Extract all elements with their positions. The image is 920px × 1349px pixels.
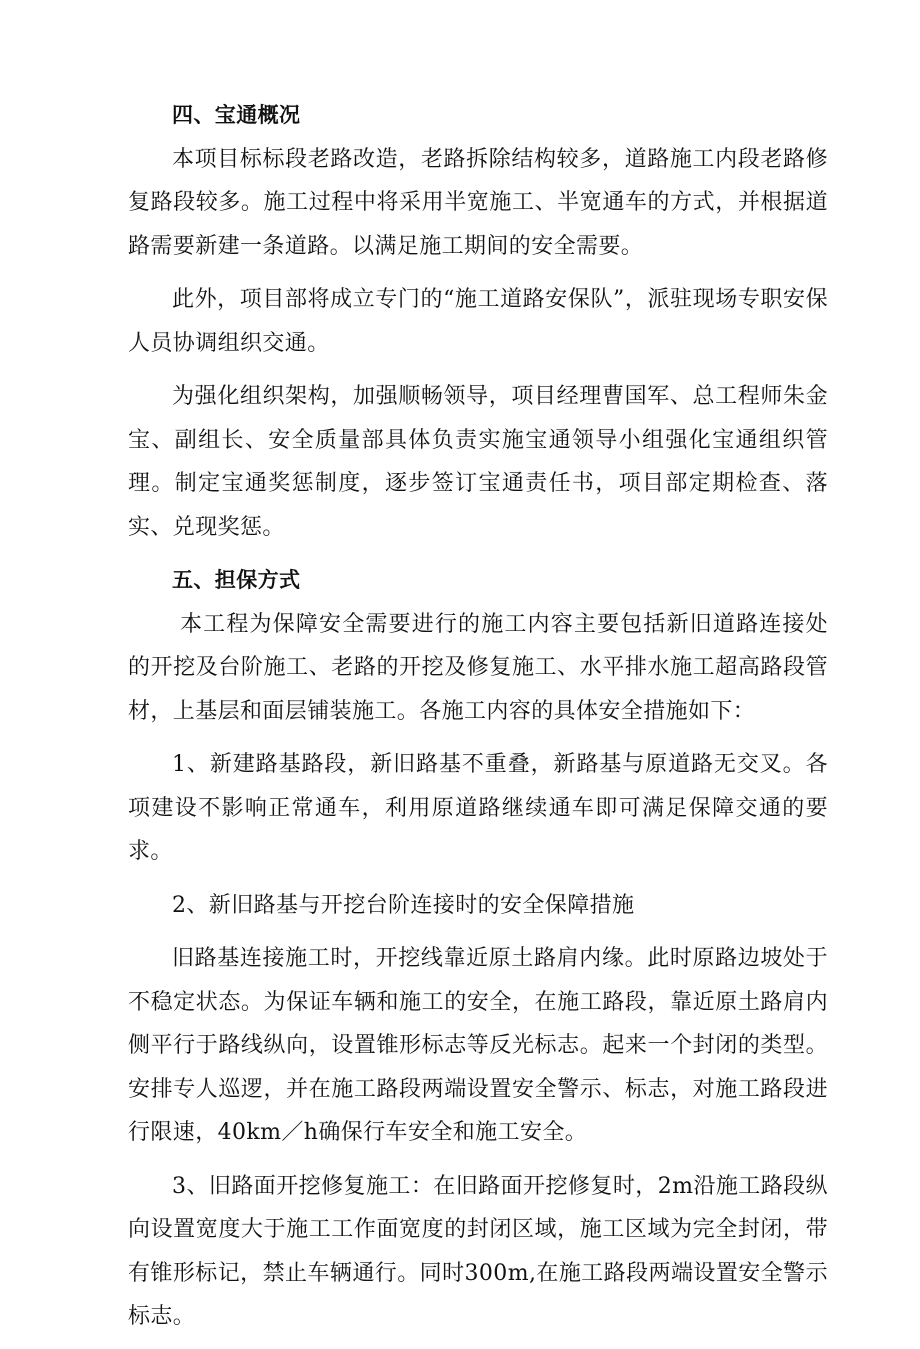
paragraph: 1、新建路基路段，新旧路基不重叠，新路基与原道路无交叉。各项建设不影响正常通车，利用原道路继续通车即可满足保障交通的要求。 xyxy=(128,752,828,864)
paragraph: 此外，项目部将成立专门的“施工道路安保队”，派驻现场专职安保人员协调组织交通。 xyxy=(128,287,828,356)
section-heading-guarantee-methods: 五、担保方式 xyxy=(172,568,301,592)
document-body xyxy=(128,94,828,1349)
paragraph: 3、旧路面开挖修复施工：在旧路面开挖修复时，2m沿施工路段纵向设置宽度大于施工工作面宽度的封闭区域，施工区域为完全封闭，带有锥形标记，禁止车辆通行。同时300m,在施工路段两端设置安全警示标志。 xyxy=(128,1173,828,1329)
paragraph: 旧路基连接施工时，开挖线靠近原土路肩内缘。此时原路边坡处于不稳定状态。为保证车辆和施工的安全，在施工路段，靠近原土路肩内侧平行于路线纵向，设置锥形标志等反光标志。起来一个封闭的类型。安排专人巡逻，并在施工路段两端设置安全警示、标志，对施工路段进行限速，40km／h确保行车安全和施工安全。 xyxy=(128,946,828,1145)
paragraph: 2、新旧路基与开挖台阶连接时的安全保障措施 xyxy=(172,892,635,918)
paragraph: 本项目标标段老路改造，老路拆除结构较多，道路施工内段老路修复路段较多。施工过程中将采用半宽施工、半宽通车的方式，并根据道路需要新建一条道路。以满足施工期间的安全需要。 xyxy=(128,146,828,259)
paragraph: 本工程为保障安全需要进行的施工内容主要包括新旧道路连接处的开挖及台阶施工、老路的开挖及修复施工、水平排水施工超高路段管材，上基层和面层铺装施工。各施工内容的具体安全措施如下： xyxy=(128,611,828,724)
paragraph: 为强化组织架构，加强顺畅领导，项目经理曹国军、总工程师朱金宝、副组长、安全质量部具体负责实施宝通领导小组强化宝通组织管理。制定宝通奖惩制度，逐步签订宝通责任书，项目部定期检查、落实、兑现奖惩。 xyxy=(128,384,828,540)
section-heading-traffic-overview: 四、宝通概况 xyxy=(172,103,301,127)
